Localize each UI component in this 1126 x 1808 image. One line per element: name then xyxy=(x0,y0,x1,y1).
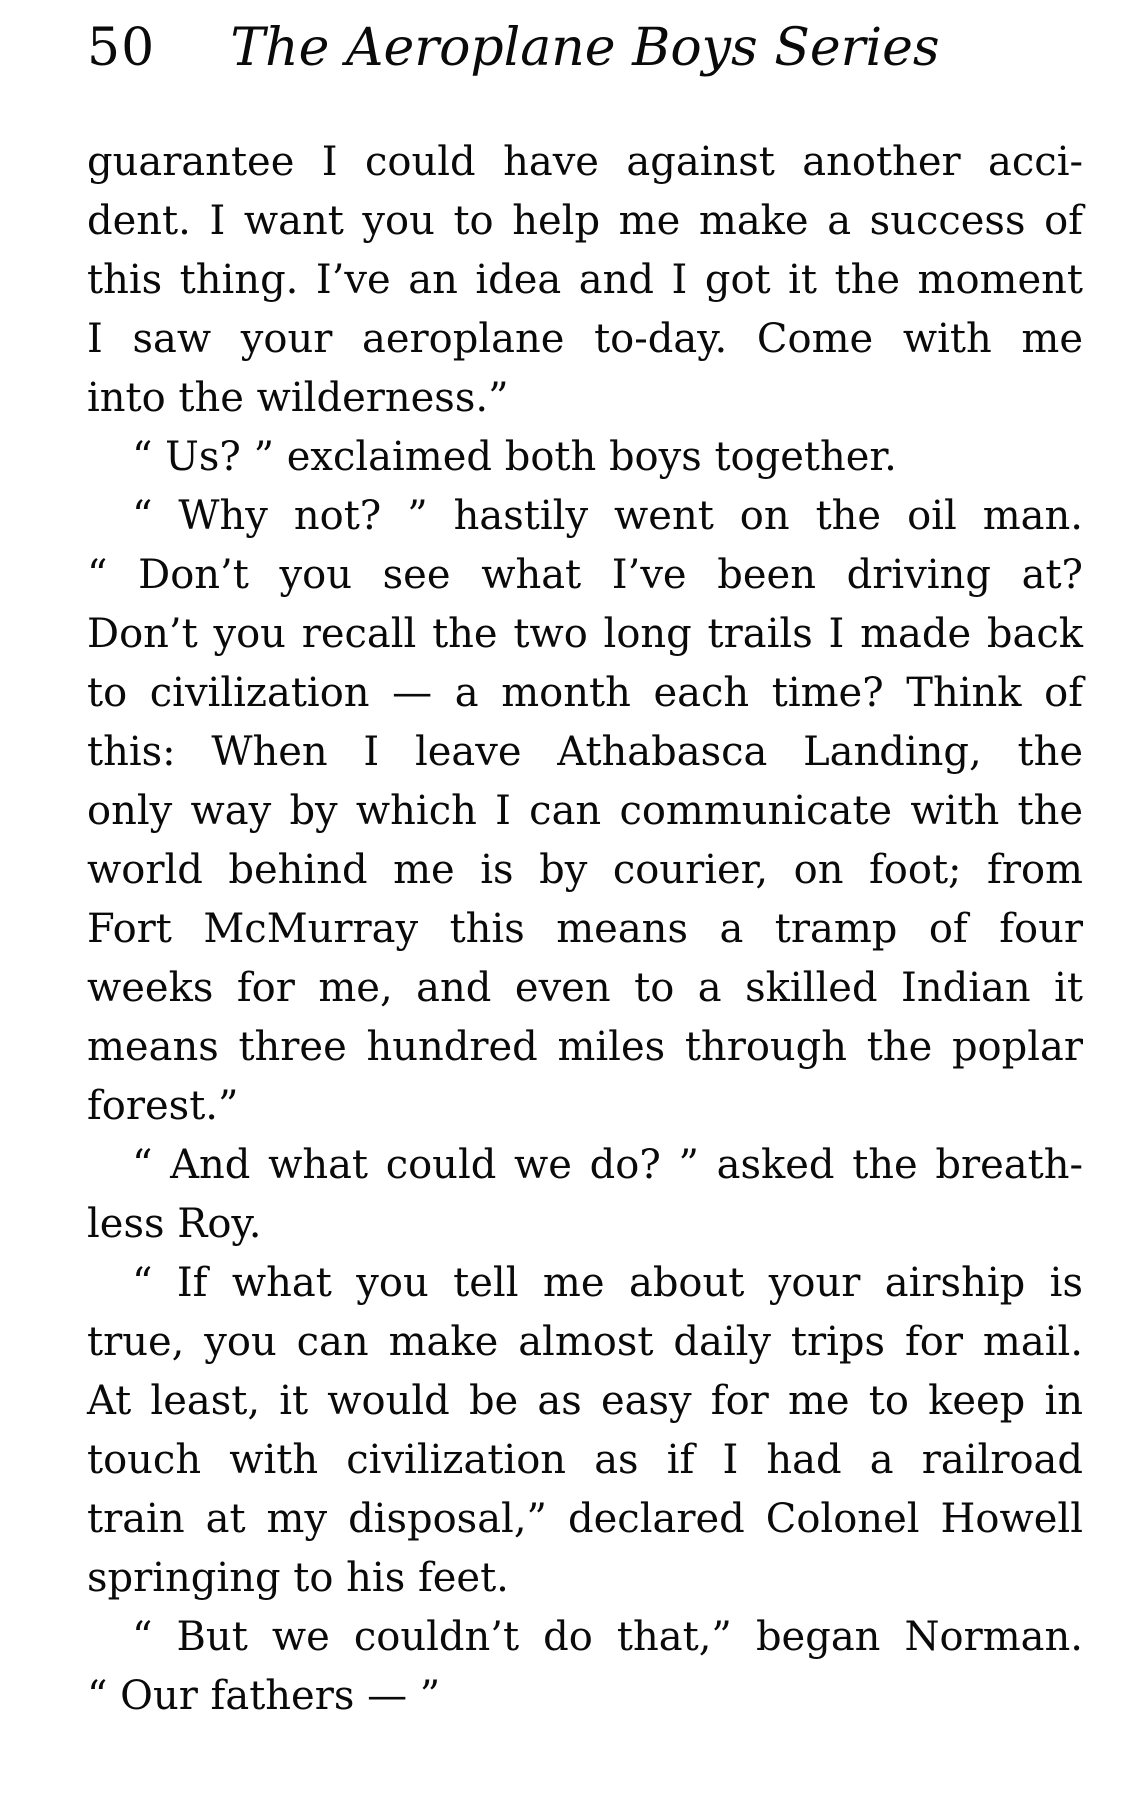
page-header xyxy=(87,18,1083,82)
text-line: into the wilderness.” xyxy=(87,375,509,421)
text-line: less Roy. xyxy=(87,1201,262,1247)
text-line: this thing. I’ve an idea and I got it the moment xyxy=(87,257,1083,303)
text-line: weeks for me, and even to a skilled Indian it xyxy=(87,965,1083,1011)
text-line: true, you can make almost daily trips for mail. xyxy=(87,1319,1083,1365)
text-line: means three hundred miles through the poplar xyxy=(87,1024,1083,1070)
text-line: springing to his feet. xyxy=(87,1555,509,1601)
text-line: touch with civilization as if I had a railroad xyxy=(87,1437,1083,1483)
text-line: At least, it would be as easy for me to keep in xyxy=(87,1378,1083,1424)
page-body xyxy=(87,133,1083,1726)
text-line: “ Our fathers — ” xyxy=(87,1673,441,1719)
text-line: to civilization — a month each time? Think of xyxy=(87,670,1083,716)
running-title: The Aeroplane Boys Series xyxy=(230,18,940,78)
text-line: Don’t you recall the two long trails I made back xyxy=(87,611,1083,657)
text-line: only way by which I can communicate with the xyxy=(87,788,1083,834)
text-line: “ And what could we do? ” asked the breath- xyxy=(132,1142,1083,1188)
text-line: “ Don’t you see what I’ve been driving at? xyxy=(87,552,1083,598)
page-number: 50 xyxy=(87,18,156,78)
text-line: “ But we couldn’t do that,” began Norman. xyxy=(132,1614,1083,1660)
text-line: forest.” xyxy=(87,1083,239,1129)
text-line: I saw your aeroplane to-day. Come with me xyxy=(87,316,1083,362)
text-line: dent. I want you to help me make a success of xyxy=(87,198,1083,244)
text-line: Fort McMurray this means a tramp of four xyxy=(87,906,1083,952)
text-line: “ Us? ” exclaimed both boys together. xyxy=(132,434,897,480)
text-line: train at my disposal,” declared Colonel Howell xyxy=(87,1496,1083,1542)
text-line: “ If what you tell me about your airship is xyxy=(132,1260,1083,1306)
text-line: guarantee I could have against another acci- xyxy=(87,139,1083,185)
text-line: “ Why not? ” hastily went on the oil man. xyxy=(132,493,1083,539)
text-line: world behind me is by courier, on foot; from xyxy=(87,847,1083,893)
text-line: this: When I leave Athabasca Landing, the xyxy=(87,729,1083,775)
